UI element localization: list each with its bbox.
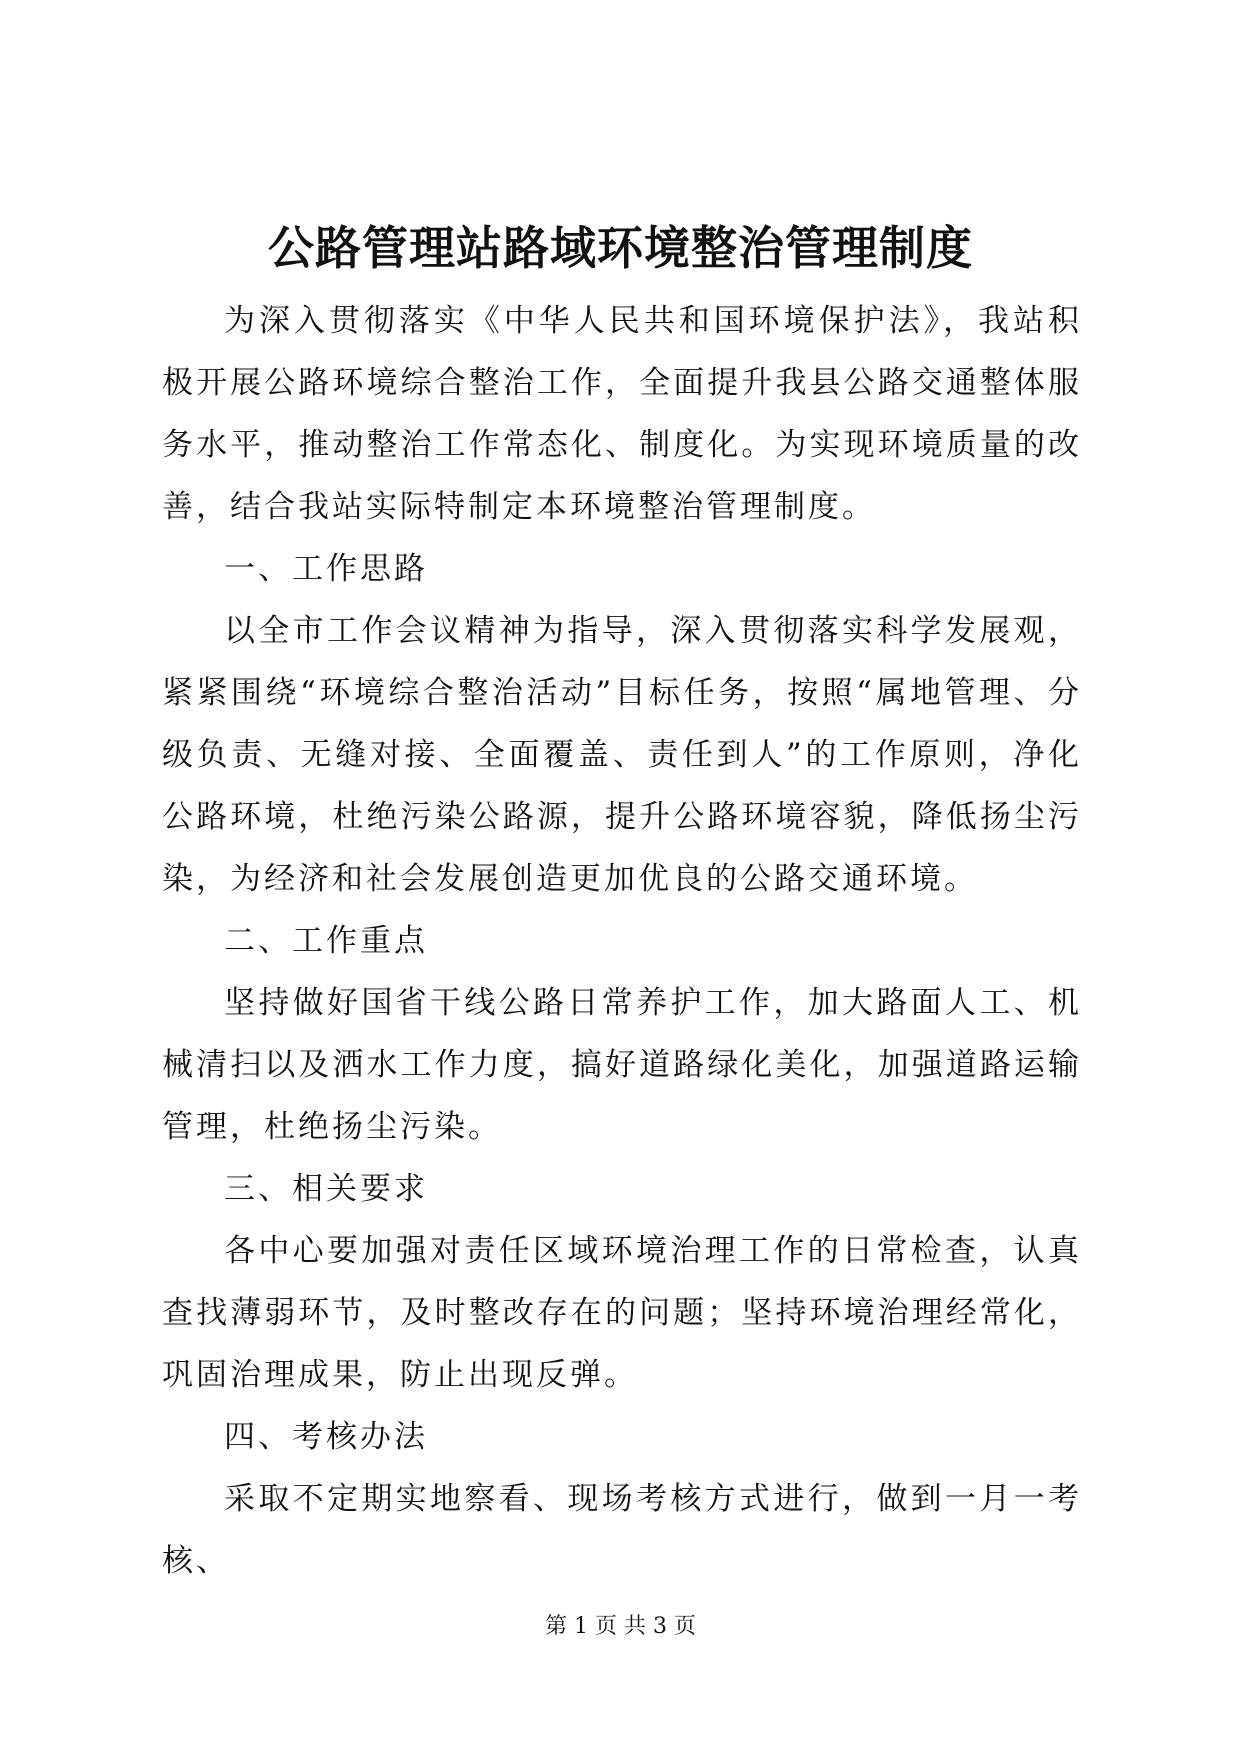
section-heading-3: 三、相关要求 (224, 1171, 428, 1207)
document-title: 公路管理站路域环境整治管理制度 (268, 221, 973, 275)
section-heading-1: 一、工作思路 (224, 551, 428, 587)
section-paragraph-2: 坚持做好国省干线公路日常养护工作，加大路面人工、机械清扫以及洒水工作力度，搞好道路绿化美化，加强道路运输管理，杜绝扬尘污染。 (162, 985, 1082, 1145)
section-paragraph-4: 采取不定期实地察看、现场考核方式进行，做到一月一考核、 (162, 1481, 1082, 1579)
intro-paragraph: 为深入贯彻落实《中华人民共和国环境保护法》，我站积极开展公路环境综合整治工作，全面提升我县公路交通整体服务水平，推动整治工作常态化、制度化。为实现环境质量的改善，结合我站实际特制定本环境整治管理制度。 (162, 303, 1082, 525)
section-heading-4: 四、考核办法 (224, 1419, 428, 1455)
section-paragraph-3: 各中心要加强对责任区域环境治理工作的日常检查，认真查找薄弱环节，及时整改存在的问题；坚持环境治理经常化，巩固治理成果，防止出现反弹。 (162, 1233, 1082, 1393)
section-heading-2: 二、工作重点 (224, 923, 428, 959)
document-body (162, 290, 1082, 1592)
section-paragraph-1: 以全市工作会议精神为指导，深入贯彻落实科学发展观，紧紧围绕“环境综合整治活动”目标任务，按照“属地管理、分级负责、无缝对接、全面覆盖、责任到人”的工作原则，净化公路环境，杜绝污染公路源，提升公路环境容貌，降低扬尘污染，为经济和社会发展创造更加优良的公路交通环境。 (162, 613, 1082, 897)
page-footer: 第 1 页 共 3 页 (545, 1614, 696, 1639)
